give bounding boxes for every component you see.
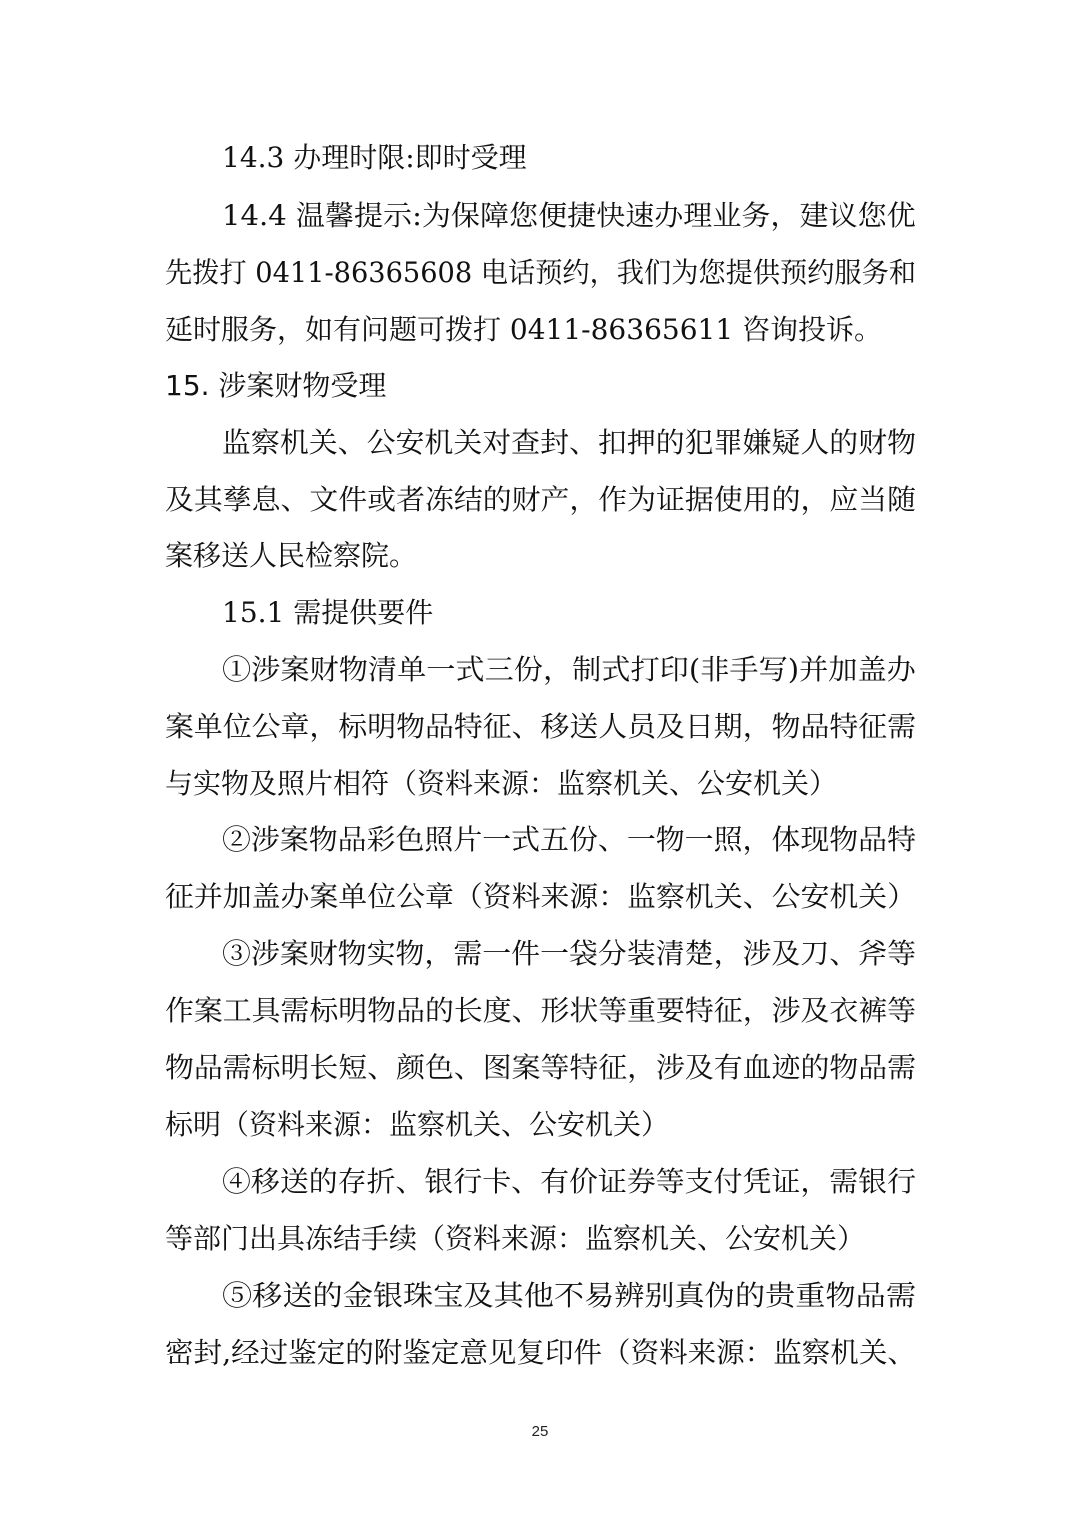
text-line-item-2-a: ②涉案物品彩色照片一式五份、一物一照，体现物品特 [222, 823, 917, 856]
text-line-15-intro-c: 案移送人民检察院。 [165, 539, 418, 572]
text-line-item-5-b: 密封,经过鉴定的附鉴定意见复印件（资料来源：监察机关、 [165, 1336, 916, 1369]
text-line-item-3-b: 作案工具需标明物品的长度、形状等重要特征，涉及衣裤等 [165, 994, 917, 1027]
text-line-15-intro-b: 及其孳息、文件或者冻结的财产，作为证据使用的，应当随 [165, 483, 917, 516]
text-line-item-3-c: 物品需标明长短、颜色、图案等特征，涉及有血迹的物品需 [165, 1051, 917, 1084]
text-line-item-1-a: ①涉案财物清单一式三份，制式打印(非手写)并加盖办 [222, 653, 916, 686]
text-line-item-4-a: ④移送的存折、银行卡、有价证券等支付凭证，需银行 [222, 1165, 917, 1198]
text-line-item-4-b: 等部门出具冻结手续（资料来源：监察机关、公安机关） [165, 1222, 866, 1255]
text-line-item-1-b: 案单位公章，标明物品特征、移送人员及日期，物品特征需 [165, 710, 917, 743]
text-line-item-3-a: ③涉案财物实物，需一件一袋分装清楚，涉及刀、斧等 [222, 937, 917, 970]
text-line-14-3: 14.3 办理时限:即时受理 [222, 141, 527, 174]
text-line-14-4-b: 先拨打 0411-86365608 电话预约，我们为您提供预约服务和 [165, 256, 917, 289]
text-line-14-4-a: 14.4 温馨提示:为保障您便捷快速办理业务，建议您优 [222, 199, 916, 232]
section-heading-15: 15. 涉案财物受理 [165, 369, 387, 402]
text-line-item-2-b: 征并加盖办案单位公章（资料来源：监察机关、公安机关） [165, 880, 917, 913]
page-number: 25 [531, 1423, 549, 1440]
text-line-14-4-c: 延时服务，如有问题可拨打 0411-86365611 咨询投诉。 [165, 313, 883, 346]
text-line-15-intro-a: 监察机关、公安机关对查封、扣押的犯罪嫌疑人的财物 [222, 426, 917, 459]
text-line-item-3-d: 标明（资料来源：监察机关、公安机关） [165, 1108, 670, 1141]
text-line-item-5-a: ⑤移送的金银珠宝及其他不易辨别真伪的贵重物品需 [222, 1279, 917, 1312]
text-line-item-1-c: 与实物及照片相符（资料来源：监察机关、公安机关） [165, 767, 838, 800]
subsection-heading-15-1: 15.1 需提供要件 [222, 596, 434, 629]
